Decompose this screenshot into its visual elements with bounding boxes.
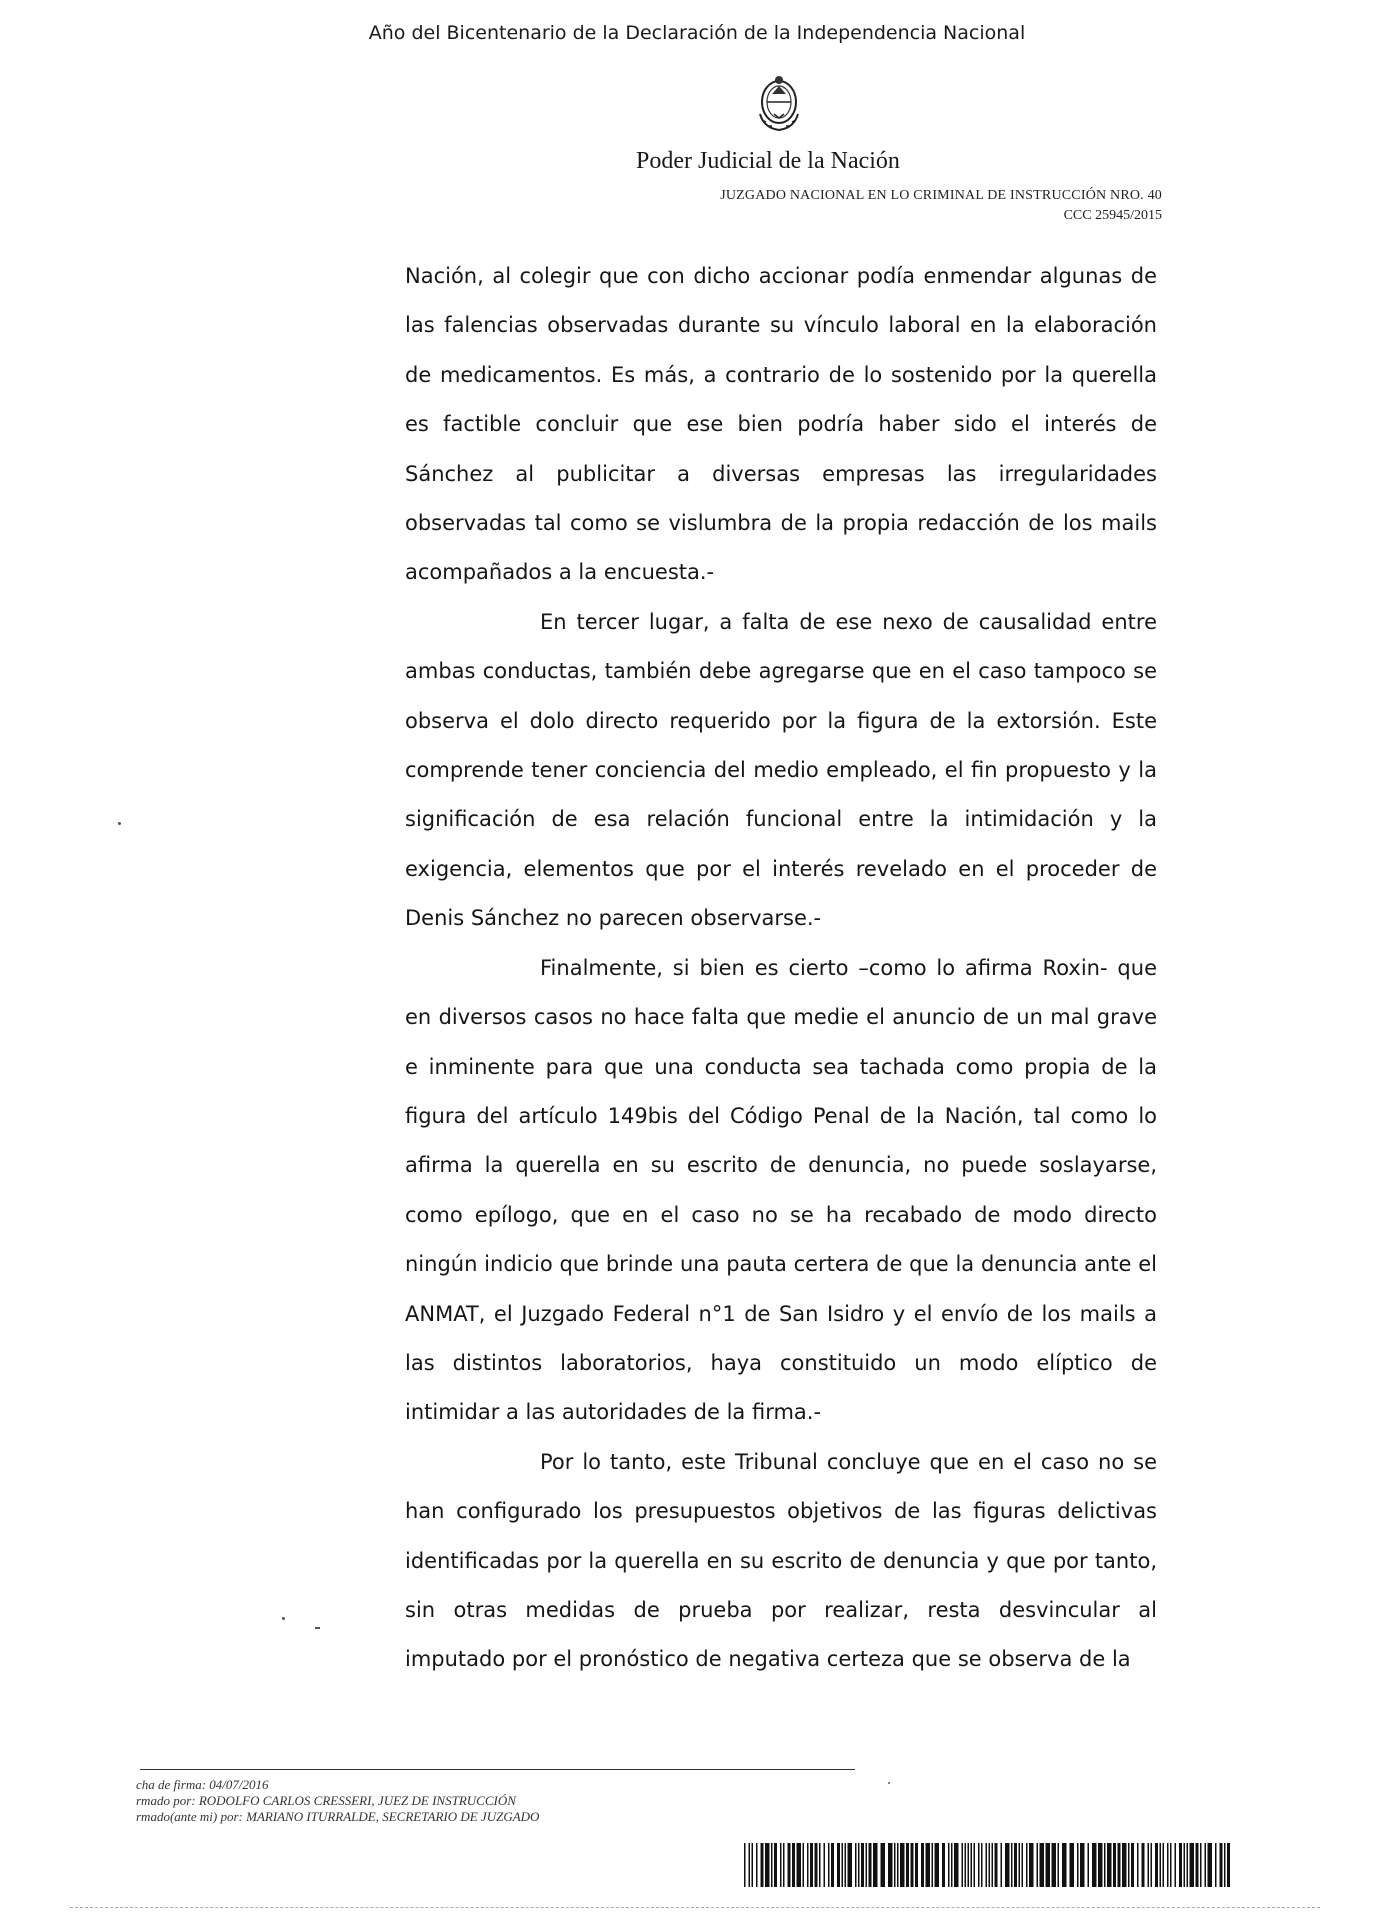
barcode-bar (810, 1843, 813, 1887)
barcode-bar (752, 1843, 754, 1887)
national-coat-of-arms-icon (752, 70, 806, 136)
barcode-bar (1062, 1843, 1067, 1887)
barcode-bar (1107, 1843, 1112, 1887)
barcode-bar (837, 1843, 840, 1887)
barcode-bar (915, 1843, 918, 1887)
barcode-bar (1215, 1843, 1217, 1887)
scan-speck (282, 1617, 285, 1620)
barcode-bar (1026, 1843, 1028, 1887)
barcode-bar (1001, 1843, 1003, 1887)
barcode-bar (1160, 1843, 1162, 1887)
barcode-bar (1208, 1843, 1213, 1887)
barcode-bar (771, 1843, 773, 1887)
barcode-bar (1155, 1843, 1158, 1887)
barcode-bar (807, 1843, 809, 1887)
barcode-bar (1187, 1843, 1189, 1887)
barcode-bar (1184, 1843, 1186, 1887)
barcode-bar (855, 1843, 857, 1887)
institution-name: Poder Judicial de la Nación (636, 148, 900, 174)
barcode-bar (869, 1843, 872, 1887)
barcode-bar (1122, 1843, 1127, 1887)
scan-speck (315, 1627, 320, 1629)
barcode-bar (1128, 1843, 1130, 1887)
barcode-bar (873, 1843, 878, 1887)
barcode-bar (1142, 1843, 1145, 1887)
co-signed-by: rmado(ante mi) por: MARIANO ITURRALDE, SECRETARIO DE JUZGADO (136, 1809, 540, 1824)
barcode-bar (1098, 1843, 1103, 1887)
scan-speck (888, 1782, 890, 1784)
barcode-bar (788, 1843, 791, 1887)
barcode-bar (897, 1843, 899, 1887)
paragraph: Finalmente, si bien es cierto –como lo afirma Roxin- que en diversos casos no hace falta que medie el anuncio de un mal grave e inminente para que una conducta sea tachada como propia de la figura del artículo 149bis del Código Penal de la Nación, tal como lo afirma la querella en su escrito de denuncia, no puede soslayarse, como epílogo, que en el caso no se ha recabado de modo directo ningún indicio que brinde una pauta certera de que la denuncia ante el ANMAT, el Juzgado Federal n°1 de San Isidro y el envío de los mails a las distintos laboratorios, haya constituido un modo elíptico de intimidar a las autoridades de la firma.- (405, 955, 1157, 1425)
barcode-bar (866, 1843, 868, 1887)
barcode-bar (1070, 1843, 1075, 1887)
barcode-bar (1170, 1843, 1172, 1887)
barcode-bar (971, 1843, 973, 1887)
barcode-bar (861, 1843, 864, 1887)
barcode-bar (1080, 1843, 1085, 1887)
barcode-bar (815, 1843, 818, 1887)
barcode-bar (803, 1843, 805, 1887)
court-name: JUZGADO NACIONAL EN LO CRIMINAL DE INSTRUCCIÓN NRO. 40 (720, 188, 1162, 203)
barcode-bar (900, 1843, 905, 1887)
barcode-bar (962, 1843, 964, 1887)
barcode-bar (797, 1843, 802, 1887)
barcode-bar (1200, 1843, 1202, 1887)
barcode-bar (1058, 1843, 1060, 1887)
barcode-bar (1052, 1843, 1057, 1887)
barcode-bar (1137, 1843, 1139, 1887)
header-motto: Año del Bicentenario de la Declaración de la Independencia Nacional (368, 22, 1026, 44)
barcode-bar (951, 1843, 953, 1887)
signature-date: cha de firma: 04/07/2016 (136, 1777, 269, 1792)
barcode-bar (1220, 1843, 1223, 1887)
barcode-bar (1014, 1843, 1017, 1887)
signed-by: rmado por: RODOLFO CARLOS CRESSERI, JUEZ DE INSTRUCCIÓN (136, 1793, 516, 1808)
barcode-bar (749, 1843, 751, 1887)
paragraph: Por lo tanto, este Tribunal concluye que en el caso no se han configurado los presupuestos objetivos de las figuras delictivas identificadas por la querella en su escrito de denuncia y que por tanto, sin otras medidas de prueba por realizar, resta desvincular al imputado por el pronóstico de negativa certeza que se observa de la (405, 1449, 1157, 1672)
barcode-bar (761, 1843, 764, 1887)
barcode-bar (756, 1843, 758, 1887)
barcode-bar (819, 1843, 821, 1887)
barcode-bar (989, 1843, 991, 1887)
barcode-bar (1196, 1843, 1199, 1887)
case-number: CCC 25945/2015 (1063, 208, 1162, 223)
barcode-bar (1029, 1843, 1034, 1887)
barcode-bar (894, 1843, 896, 1887)
barcode-bar (1118, 1843, 1121, 1887)
barcode-bar (744, 1843, 746, 1887)
barcode-bar (974, 1843, 976, 1887)
barcode-bar (921, 1843, 924, 1887)
barcode-bar (1205, 1843, 1207, 1887)
barcode-bar (1037, 1843, 1039, 1887)
barcode-bar (1011, 1843, 1013, 1887)
barcode-bar (1005, 1843, 1010, 1887)
barcode-bar (774, 1843, 777, 1887)
signature-block (136, 1777, 836, 1825)
barcode-bar (845, 1843, 847, 1887)
barcode-bar (965, 1843, 967, 1887)
scan-edge-line (70, 1907, 1320, 1908)
barcode-bar (842, 1843, 844, 1887)
barcode-bar (1163, 1843, 1165, 1887)
barcode-bar (1151, 1843, 1153, 1887)
barcode-bar (1179, 1843, 1182, 1887)
barcode-bar (783, 1843, 785, 1887)
barcode-bar (824, 1843, 826, 1887)
barcode-bar (1022, 1843, 1024, 1887)
barcode-bar (848, 1843, 853, 1887)
resolution-body (405, 252, 1157, 1685)
barcode-bar (926, 1843, 931, 1887)
barcode-bar (948, 1843, 950, 1887)
barcode-bar (858, 1843, 860, 1887)
barcode-bar (942, 1843, 945, 1887)
barcode-bar (932, 1843, 934, 1887)
barcode-bar (992, 1843, 994, 1887)
barcode-bar (986, 1843, 988, 1887)
paragraph: Nación, al colegir que con dicho accionar podía enmendar algunas de las falencias observadas durante su vínculo laboral en la elaboración de medicamentos. Es más, a contrario de lo sostenido por la querella es factible concluir que ese bien podría haber sido el interés de Sánchez al publicitar a diversas empresas las irregularidades observadas tal como se vislumbra de la propia redacción de los mails acompañados a la encuesta.- (405, 264, 1157, 585)
paragraph: En tercer lugar, a falta de ese nexo de causalidad entre ambas conductas, también debe agregarse que en el caso tampoco se observa el dolo directo requerido por la figura de la extorsión. Este comprende tener conciencia del medio empleado, el fin propuesto y la significación de esa relación funcional entre la intimidación y la exigencia, elementos que por el interés revelado en el proceder de Denis Sánchez no parecen observarse.- (405, 609, 1157, 931)
barcode-bar (981, 1843, 983, 1887)
barcode-bar (792, 1843, 795, 1887)
barcode-bar (1175, 1843, 1177, 1887)
barcode-bar (1113, 1843, 1116, 1887)
barcode-bar (1148, 1843, 1150, 1887)
barcode-bar (1092, 1843, 1097, 1887)
barcode-bar (1088, 1843, 1090, 1887)
barcode-bar (906, 1843, 909, 1887)
barcode-bar (831, 1843, 834, 1887)
scan-speck (118, 822, 121, 825)
barcode-bar (1131, 1843, 1134, 1887)
barcode-bar (1227, 1843, 1230, 1887)
barcode-bar (1077, 1843, 1079, 1887)
barcode-bar (1019, 1843, 1021, 1887)
barcode-bar (1104, 1843, 1106, 1887)
barcode-bar (765, 1843, 770, 1887)
barcode-bar (968, 1843, 970, 1887)
barcode-bar (911, 1843, 914, 1887)
barcode-icon (744, 1843, 1230, 1887)
barcode-bar (1040, 1843, 1045, 1887)
barcode-bar (1046, 1843, 1051, 1887)
barcode-bar (888, 1843, 893, 1887)
barcode-bar (780, 1843, 782, 1887)
footer-divider (140, 1769, 855, 1770)
barcode-bar (935, 1843, 940, 1887)
barcode-bar (1224, 1843, 1226, 1887)
barcode-bar (995, 1843, 998, 1887)
barcode-bar (1190, 1843, 1195, 1887)
barcode-bar (1167, 1843, 1169, 1887)
barcode-bar (881, 1843, 886, 1887)
barcode-bar (954, 1843, 959, 1887)
barcode-bar (978, 1843, 980, 1887)
barcode-bar (828, 1843, 830, 1887)
